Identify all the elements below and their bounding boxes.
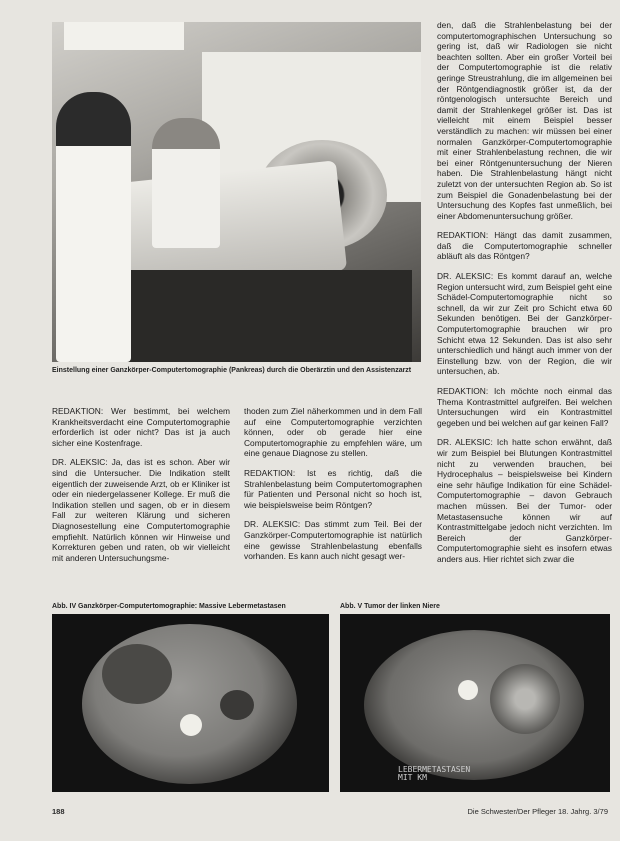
paragraph: DR. ALEKSIC: Das stimmt zum Teil. Bei der Ganzkörper-Computertomographie ist natürlich eine gewisse Strahlenbelastung ebenfalls vorhanden. Es kann auch nicht gesagt wer- <box>244 519 422 562</box>
ct-scan-liver-metastases <box>52 614 329 792</box>
right-text-column <box>437 20 612 574</box>
vertebra <box>458 680 478 700</box>
ct-scan-kidney-tumor <box>340 614 610 792</box>
paragraph: REDAKTION: Ich möchte noch einmal das Thema Kontrastmittel aufgreifen. Bei welchen Untersuchungen wird ein Kontrastmittel gegeben und bei welchen auf gar keinen Fall? <box>437 386 612 428</box>
paragraph: thoden zum Ziel näherkommen und in dem Fall auf eine Computertomographie verzichten können, oder ob gerade hier eine Computertomographie zu empfehlen wäre, um eine genaue Diagnose zu stellen. <box>244 406 422 459</box>
figure-v-caption: Abb. V Tumor der linken Niere <box>340 603 440 610</box>
left-text-column <box>52 406 230 572</box>
paragraph: DR. ALEKSIC: Ich hatte schon erwähnt, daß wir zum Beispiel bei Blutungen Kontrastmittel nicht zu verwenden brauchen, bei Hydrocephalus – beispielsweise bei Kindern eine sehr häufige Indikation für eine Schädel-Computertomographie – davon Gebrauch machen müssen. Bei der Tumor- oder Metastasensuche können wir auf Kontrastmittelgabe jedoch nicht verzichten. Im Bereich der Ganzkörper-Computertomographie sieht es insofern etwas anders aus. Hier richtet sich zwar die <box>437 437 612 564</box>
kidney-tumor <box>490 664 560 734</box>
figure-iv-caption: Abb. IV Ganzkörper-Computertomographie: Massive Lebermetastasen <box>52 603 286 610</box>
scanner-base <box>122 270 412 362</box>
paragraph: DR. ALEKSIC: Es kommt darauf an, welche Region untersucht wird, zum Beispiel geht eine Schädel-Computertomographie nicht so schnell, da wir zur Zeit pro Schicht etwa 60 Sekunden benötigen. Bei der Ganzkörper-Computertomographie brauchen wir pro Schicht etwa 12 Sekunden. Das ist also sehr unterschiedlich und hängt auch immer von der Einstellung bzw. von der Region, die wir untersuchen, ab. <box>437 271 612 377</box>
senior-doctor <box>152 118 220 248</box>
paragraph: REDAKTION: Hängt das damit zusammen, daß die Computertomographie schneller abläuft als das Röntgen? <box>437 230 612 262</box>
photo-caption: Einstellung einer Ganzkörper-Computertomographie (Pankreas) durch die Oberärztin und den Assistenzarzt <box>52 367 412 374</box>
kidney <box>220 690 254 720</box>
metastasis-lesion <box>102 644 172 704</box>
ct-room-photo <box>52 22 421 362</box>
paragraph: DR. ALEKSIC: Ja, das ist es schon. Aber wir sind die Untersucher. Die Indikation stellt eigentlich der zuweisende Arzt, ob er Kliniker ist oder ein niedergelassener Kollege. Er muß die Indikation stellen und sagen, ob er in diesem Fall zur weiteren Klärung und sicheren Diagnosestellung eine Computertomographie empfiehlt. Natürlich können wir Hinweise und Korrekturen geben und raten, ob wir vielleicht mit anderen Untersuchungsme- <box>52 457 230 563</box>
middle-text-column <box>244 406 422 571</box>
abdomen-cross-section <box>82 624 297 784</box>
paragraph: REDAKTION: Ist es richtig, daß die Strahlenbelastung beim Computertomographen für Patienten und Personal nicht so hoch ist, wie beispielsweise beim Röntgen? <box>244 467 422 510</box>
assistant-doctor <box>56 92 131 362</box>
paragraph: REDAKTION: Wer bestimmt, bei welchem Krankheitsverdacht eine Computertomographie erforderlich ist oder nicht? Das ist ja auch sicher eine Kostenfrage. <box>52 406 230 448</box>
scan-label: LEBERMETASTASEN MIT KM <box>398 765 471 782</box>
ceiling-lamp <box>64 22 184 50</box>
vertebra <box>180 714 202 736</box>
journal-footer: Die Schwester/Der Pfleger 18. Jahrg. 3/79 <box>467 807 608 816</box>
page-number: 188 <box>52 807 65 816</box>
paragraph: den, daß die Strahlenbelastung bei der computertomographischen Untersuchung so gering ist, daß wir Radiologen sie nicht beachten sollten. Aber ein großer Vorteil bei der Computertomographie ist die relativ geringe Streustrahlung, die im allgemeinen bei der Röntgendiagnostik größer ist, da der röntgenologisch untersuchte Bereich und damit der Strahlenkegel größer ist. Das ist vielleicht mit einem Beispiel besser verständlich zu machen: wir müssen bei einer normalen Ganzkörper-Computertomographie mit einer Strahlenbelastung rechnen, die wir bei einer Röntgenuntersuchung der Nieren haben. Die Strahlenbelastung hängt nicht zuletzt von der untersuchten Region ab. So ist zum Beispiel die Gonadenbelastung bei der Untersuchung des Kopfes fast unmeßlich, bei einer Abdomenuntersuchung größer. <box>437 20 612 221</box>
